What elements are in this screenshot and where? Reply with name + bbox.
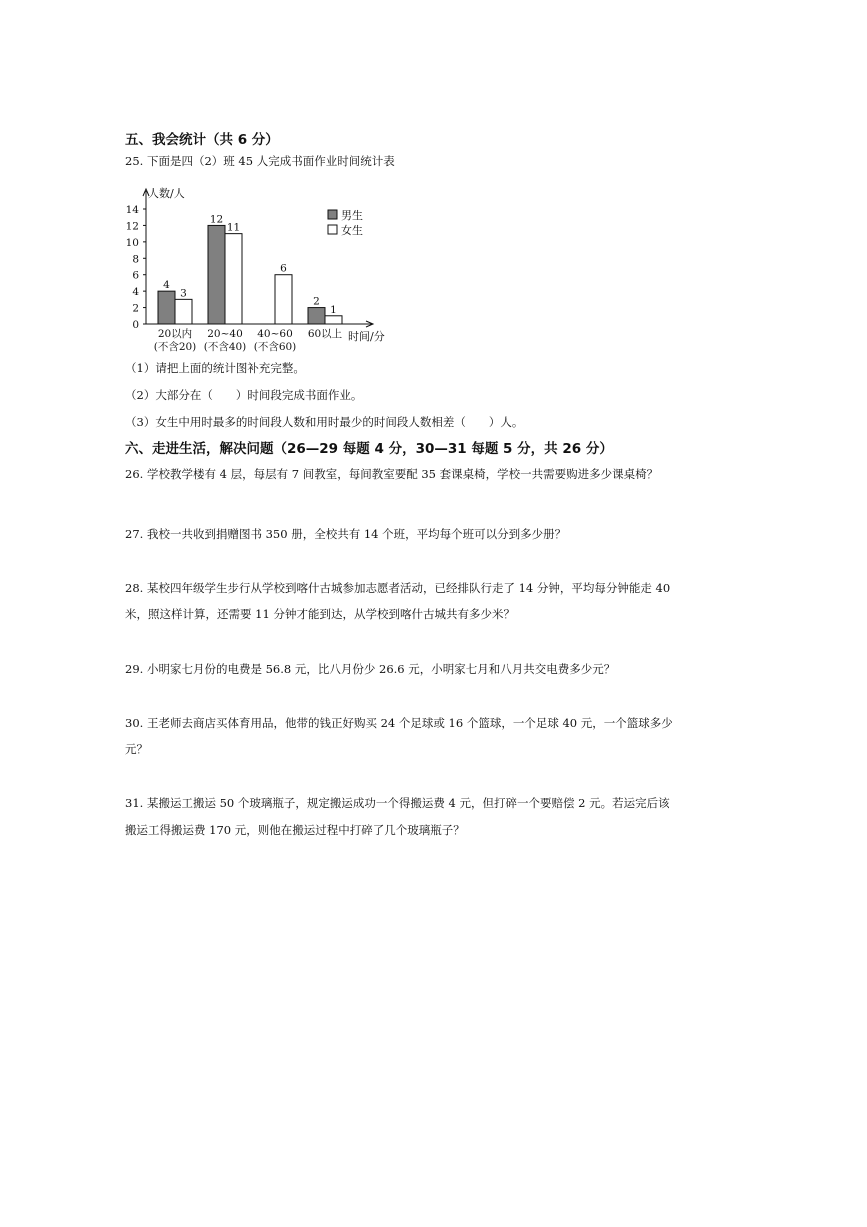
y-tick-label: 10 xyxy=(125,236,139,249)
question-25-part-3: （3）女生中用时最多的时间段人数和用时最少的时间段人数相差（ ）人。 xyxy=(125,415,524,429)
bar-value-label: 4 xyxy=(163,279,170,292)
bar-value-label: 11 xyxy=(226,221,241,234)
legend-label: 女生 xyxy=(341,224,363,237)
bar-girls-4 xyxy=(325,316,342,324)
question-31-line-2: 搬运工得搬运费 170 元，则他在搬运过程中打碎了几个玻璃瓶子？ xyxy=(125,823,465,837)
section-6-title: 六、走进生活，解决问题（26—29 每题 4 分，30—31 每题 5 分，共 26 分） xyxy=(125,441,613,457)
question-25-part-2: （2）大部分在（ ）时间段完成书面作业。 xyxy=(125,388,363,402)
y-tick-label: 8 xyxy=(132,253,139,266)
chart-legend xyxy=(328,208,363,237)
bar-boys-2 xyxy=(208,225,225,324)
x-category-label: 20~40 xyxy=(207,328,243,340)
x-category-label: 40~60 xyxy=(257,328,293,340)
x-category-sublabel: (不含20) xyxy=(153,341,197,353)
x-axis-label: 时间/分 xyxy=(348,330,385,343)
question-30-line-2: 元？ xyxy=(125,742,148,756)
question-28-line-1: 28. 某校四年级学生步行从学校到喀什古城参加志愿者活动，已经排队行走了 14 分钟，平均每分钟能走 40 xyxy=(125,581,671,595)
bar-girls-3 xyxy=(275,275,292,324)
bar-chart xyxy=(120,183,400,353)
y-tick-label: 2 xyxy=(132,302,139,315)
legend-label: 男生 xyxy=(341,209,363,222)
question-26: 26. 学校教学楼有 4 层，每层有 7 间教室，每间教室要配 35 套课桌椅，学校一共需要购进多少课桌椅？ xyxy=(125,467,659,481)
bar-value-label: 6 xyxy=(280,262,287,275)
legend-swatch-girls xyxy=(328,225,337,234)
y-tick-label: 4 xyxy=(132,286,139,299)
section-5-title: 五、我会统计（共 6 分） xyxy=(125,132,279,148)
bar-girls-1 xyxy=(175,299,192,324)
y-tick-label: 0 xyxy=(132,319,139,331)
question-27: 27. 我校一共收到捐赠图书 350 册，全校共有 14 个班，平均每个班可以分到多少册？ xyxy=(125,527,567,541)
bar-boys-1 xyxy=(158,291,175,324)
bar-boys-4 xyxy=(308,308,325,324)
question-28-line-2: 米，照这样计算，还需要 11 分钟才能到达，从学校到喀什古城共有多少米？ xyxy=(125,607,515,621)
y-tick-label: 14 xyxy=(125,204,139,216)
bar-value-label: 1 xyxy=(330,303,337,316)
x-category-label: 60以上 xyxy=(307,328,343,340)
question-29: 29. 小明家七月份的电费是 56.8 元，比八月份少 26.6 元，小明家七月和八月共交电费多少元？ xyxy=(125,662,616,676)
bar-girls-2 xyxy=(225,234,242,324)
y-axis-label: 人数/人 xyxy=(148,187,185,200)
x-category-sublabel: (不含60) xyxy=(253,341,297,353)
bar-value-label: 3 xyxy=(180,287,187,300)
y-tick-label: 12 xyxy=(125,220,139,233)
chart-bars xyxy=(158,213,342,324)
y-tick-label: 6 xyxy=(132,269,139,282)
legend-swatch-boys xyxy=(328,210,337,219)
question-25-part-1: （1）请把上面的统计图补充完整。 xyxy=(125,361,305,375)
bar-value-label: 12 xyxy=(209,213,224,226)
question-31-line-1: 31. 某搬运工搬运 50 个玻璃瓶子，规定搬运成功一个得搬运费 4 元，但打碎一个要赔偿 2 元。若运完后该 xyxy=(125,796,670,810)
bar-value-label: 2 xyxy=(313,295,320,308)
question-25: 25. 下面是四（2）班 45 人完成书面作业时间统计表 xyxy=(125,154,395,168)
x-category-sublabel: (不含40) xyxy=(203,341,247,353)
question-30-line-1: 30. 王老师去商店买体育用品，他带的钱正好购买 24 个足球或 16 个篮球，一个足球 40 元，一个篮球多少 xyxy=(125,716,673,730)
x-category-label: 20以内 xyxy=(157,328,193,340)
